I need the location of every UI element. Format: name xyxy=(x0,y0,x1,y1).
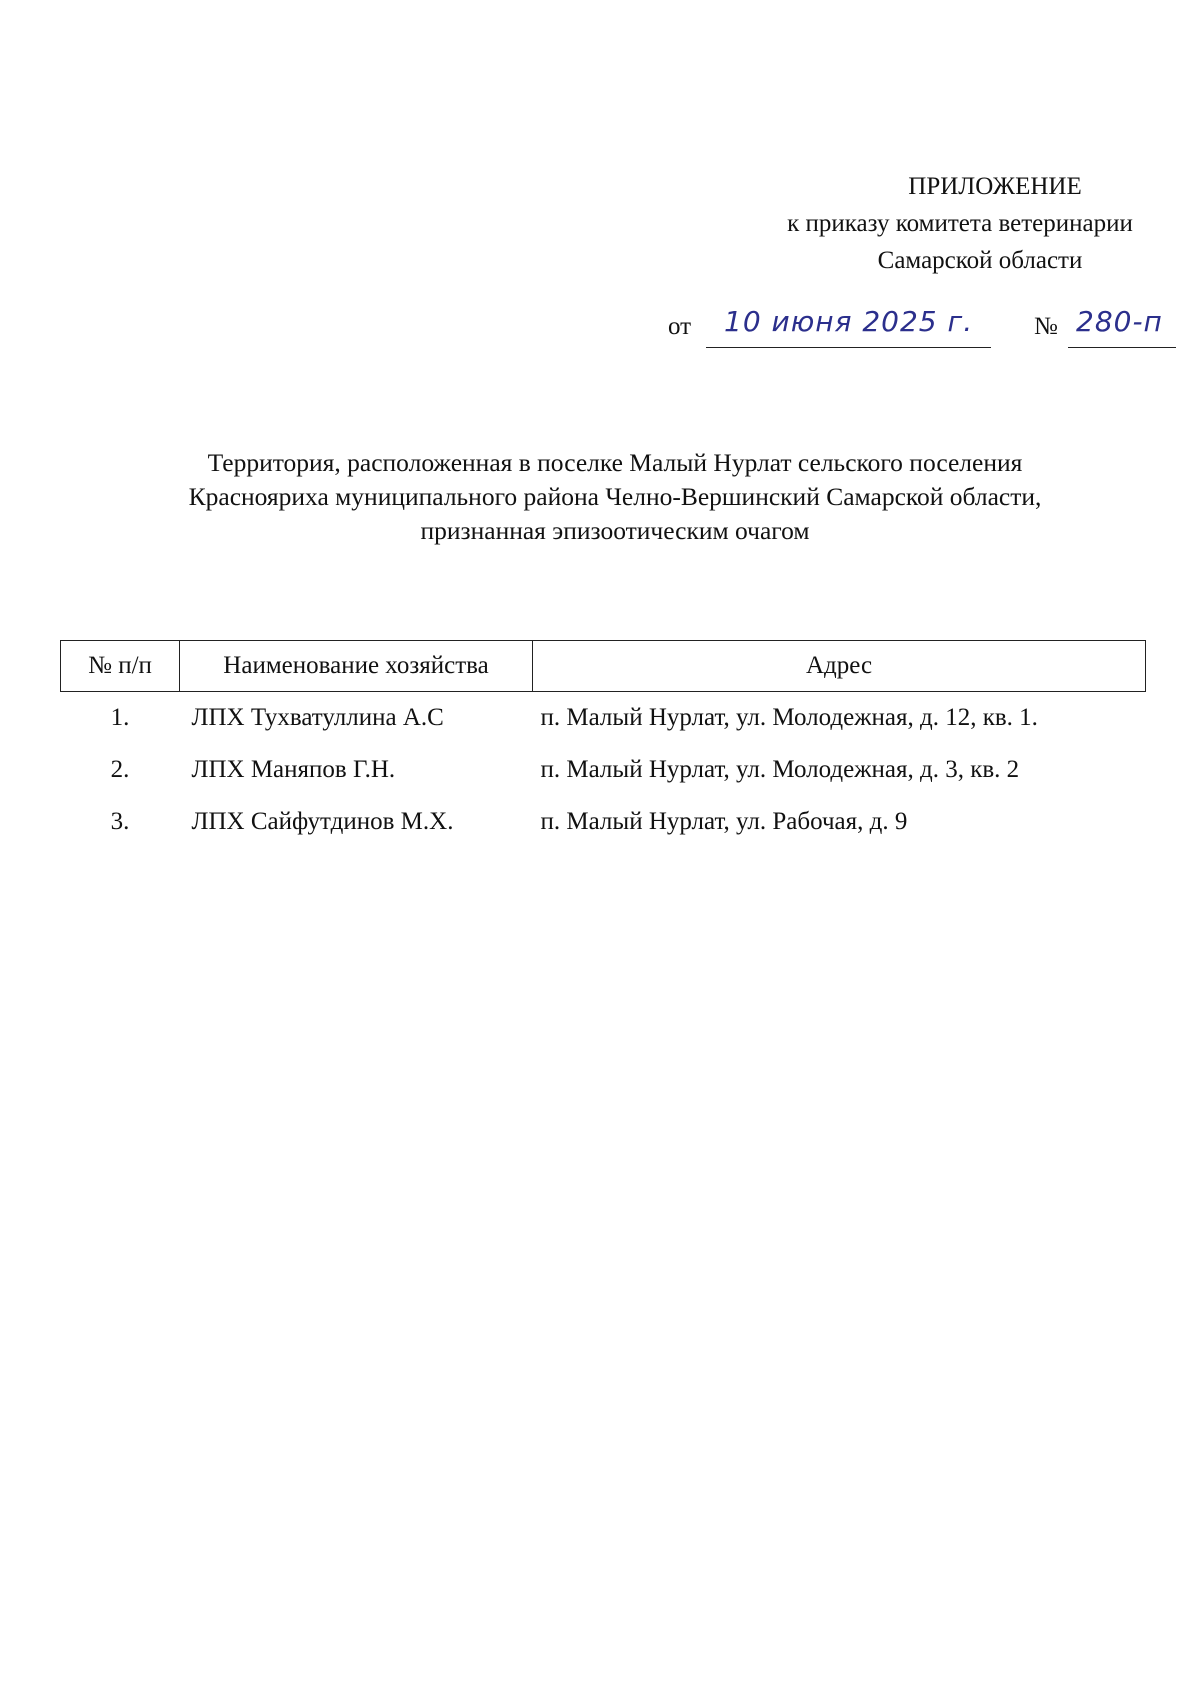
row-address: п. Малый Нурлат, ул. Рабочая, д. 9 xyxy=(540,808,908,835)
order-number-field xyxy=(1068,305,1176,348)
row-farm: ЛПХ Тухватуллина А.С xyxy=(191,704,444,731)
row-farm: ЛПХ Сайфутдинов М.Х. xyxy=(191,808,454,835)
header-number: № п/п xyxy=(61,641,180,692)
row-number: 2. xyxy=(110,756,130,783)
order-date-field xyxy=(706,305,991,348)
order-number-handwritten: 280-п xyxy=(1076,305,1163,338)
appendix-label: ПРИЛОЖЕНИЕ xyxy=(908,173,1082,200)
table-row xyxy=(61,796,1146,848)
appendix-header xyxy=(740,168,1180,279)
title-line-3: признанная эпизоотическим очагом xyxy=(420,516,810,545)
row-number: 1. xyxy=(110,704,130,731)
row-address: п. Малый Нурлат, ул. Молодежная, д. 12, кв. 1. xyxy=(540,704,1038,731)
row-address: п. Малый Нурлат, ул. Молодежная, д. 3, кв. 2 xyxy=(540,756,1020,783)
title-line-2: Краснояриха муниципального района Челно-Вершинский Самарской области, xyxy=(188,482,1042,511)
appendix-region: Самарской области xyxy=(877,247,1083,274)
row-number: 3. xyxy=(110,808,130,835)
header-address: Адрес xyxy=(533,641,1146,692)
header-farm-name: Наименование хозяйства xyxy=(180,641,533,692)
farms-table xyxy=(60,640,1146,848)
order-date-handwritten: 10 июня 2025 г. xyxy=(724,305,974,338)
table-row xyxy=(61,744,1146,796)
row-farm: ЛПХ Маняпов Г.Н. xyxy=(191,756,396,783)
document-title xyxy=(60,446,1170,548)
title-line-1: Территория, расположенная в поселке Малый Нурлат сельского поселения xyxy=(207,448,1023,477)
order-date-number xyxy=(668,305,1178,355)
table-header-row xyxy=(61,641,1146,692)
number-label: № xyxy=(1034,313,1058,340)
from-label: от xyxy=(668,313,692,340)
appendix-order-ref: к приказу комитета ветеринарии xyxy=(787,210,1133,237)
table-row xyxy=(61,692,1146,745)
